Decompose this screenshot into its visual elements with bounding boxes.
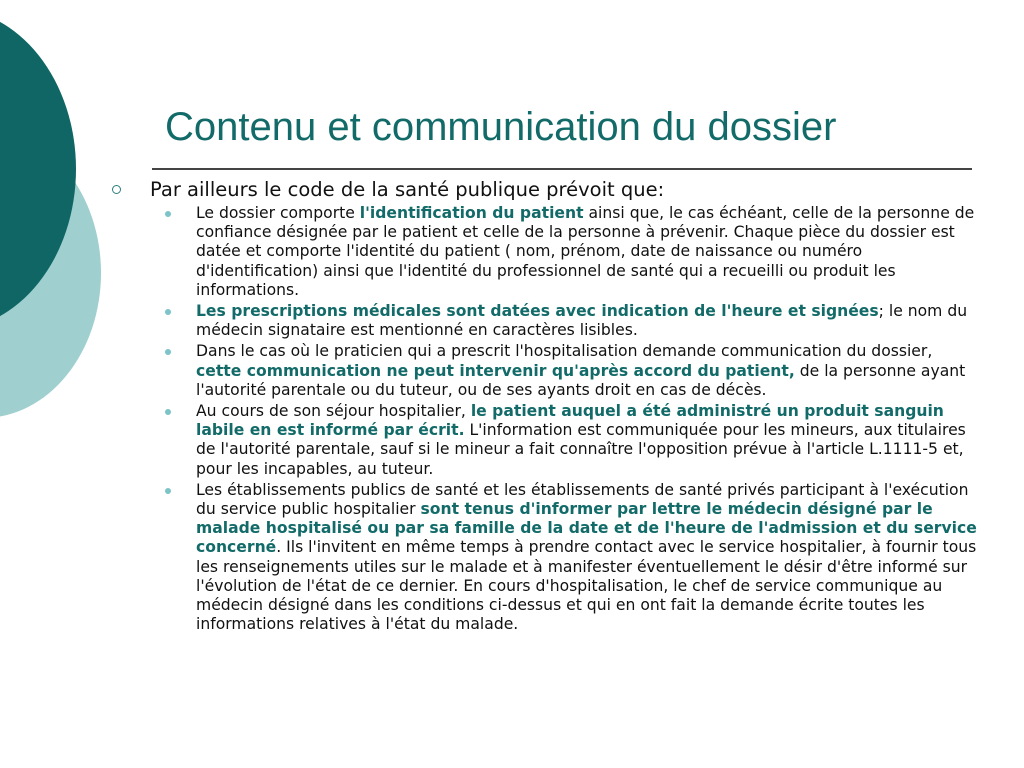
sub-bullet-list [112, 204, 982, 634]
slide-title: Contenu et communication du dossier [165, 105, 837, 149]
dot-bullet-icon [165, 349, 171, 355]
dot-bullet-icon [165, 211, 171, 217]
item-emphasis: cette communication ne peut intervenir qu'après accord du patient, [196, 361, 795, 380]
slide-body [112, 178, 982, 636]
item-text: L'information est communiquée pour les mineurs, aux titulaires de l'autorité parentale, sauf si le mineur a fait connaître l'opposition prévue à l'article L.1111-5 et, pour les incapables, au tuteur. [196, 421, 966, 478]
title-divider [152, 168, 972, 170]
item-text: ainsi que, le cas échéant, celle de la personne de confiance désignée par le patient et celle de la personne à prévenir. Chaque pièce du dossier est datée et comporte l'identité du patient ( nom, prénom, date de naissance ou numéro d'identification) ainsi que l'identité du professionnel de santé qui a recueilli ou produit les informations. [196, 204, 975, 299]
list-item [112, 481, 982, 635]
item-text: de la personne ayant l'autorité parentale ou du tuteur, ou de ses ayants droit en cas de décès. [196, 361, 966, 399]
item-text: ; le nom du médecin signataire est mentionné en caractères lisibles. [196, 302, 968, 340]
intro-bullet [112, 178, 982, 202]
hollow-circle-bullet-icon [112, 185, 121, 194]
list-item [112, 342, 982, 400]
intro-text: Par ailleurs le code de la santé publique prévoit que: [150, 178, 665, 201]
dot-bullet-icon [165, 409, 171, 415]
dot-bullet-icon [165, 309, 171, 315]
dot-bullet-icon [165, 488, 171, 494]
item-text: Les établissements publics de santé et les établissements de santé privés participant à l'exécution du service public hospitalier [196, 480, 969, 519]
item-text: Dans le cas où le praticien qui a prescrit l'hospitalisation demande communication du dossier, [196, 342, 933, 361]
list-item [112, 204, 982, 300]
list-item [112, 302, 982, 340]
item-emphasis: l'identification du patient [359, 204, 584, 222]
item-text: . Ils l'invitent en même temps à prendre contact avec le service hospitalier, à fournir tous les renseignements utiles sur le malade et à manifester éventuellement le désir d'être informé sur l'évolution de l'état de ce dernier. En cours d'hospitalisation, le chef de service communique au médecin désigné dans les conditions ci-dessus et qui en ont fait la demande écrite toutes les informations relatives à l'état du malade. [196, 538, 977, 634]
list-item [112, 402, 982, 479]
item-emphasis: le patient auquel a été administré un produit sanguin labile en est informé par écrit. [196, 402, 944, 440]
item-text: Au cours de son séjour hospitalier, [196, 402, 471, 421]
item-emphasis: Les prescriptions médicales sont datées avec indication de l'heure et signées [196, 302, 879, 321]
item-text: Le dossier comporte [196, 204, 360, 222]
item-emphasis: sont tenus d'informer par lettre le médecin désigné par le malade hospitalisé ou par sa famille de la date et de l'heure de l'admission et du service concerné [196, 500, 977, 557]
